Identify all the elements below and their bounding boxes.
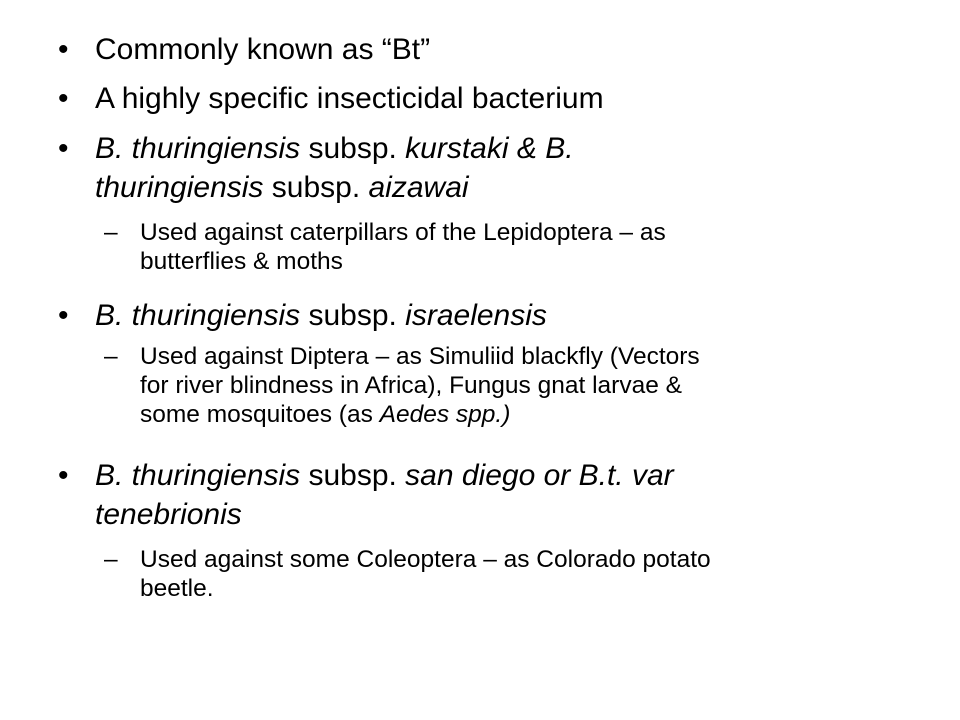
bullet-marker: • bbox=[58, 82, 69, 115]
dash-marker: – bbox=[104, 343, 118, 370]
sub-text-line-1: Used against some Coleoptera – as Colorado potato bbox=[140, 546, 711, 573]
sub-text-plain: some mosquitoes (as bbox=[140, 401, 380, 428]
bullet-text-line-2 bbox=[0, 168, 960, 207]
subsp-label: subsp. bbox=[300, 459, 406, 492]
genus-name: Aedes spp.) bbox=[379, 401, 511, 428]
subspecies-name: kurstaki & B. bbox=[405, 132, 574, 165]
bullet-marker: • bbox=[58, 299, 69, 332]
species-name: thuringiensis bbox=[95, 171, 264, 204]
bullet-text-line-2: tenebrionis bbox=[95, 498, 242, 531]
species-name: B. thuringiensis bbox=[95, 299, 301, 332]
sub-text-line-2: butterflies & moths bbox=[140, 248, 343, 275]
subsp-label: subsp. bbox=[263, 171, 369, 204]
bullet-text-line-1 bbox=[0, 456, 960, 495]
bullet-marker: • bbox=[58, 459, 69, 492]
bullet-text-line-1 bbox=[0, 129, 960, 168]
bullet-item-common-name bbox=[0, 30, 960, 69]
subspecies-name: san diego or B.t. var bbox=[405, 459, 674, 492]
sub-text-line-3 bbox=[0, 400, 960, 429]
subspecies-name: aizawai bbox=[368, 171, 469, 204]
sub-text-line-1: Used against caterpillars of the Lepidoptera – as bbox=[140, 219, 666, 246]
sub-item-diptera bbox=[0, 342, 960, 429]
subspecies-name: israelensis bbox=[405, 299, 547, 332]
bullet-text: Commonly known as “Bt” bbox=[95, 33, 431, 66]
sub-text-line-2: for river blindness in Africa), Fungus gnat larvae & bbox=[140, 372, 682, 399]
sub-item-lepidoptera bbox=[0, 218, 960, 276]
bullet-text-line-1 bbox=[0, 296, 960, 335]
bullet-text: A highly specific insecticidal bacterium bbox=[95, 82, 604, 115]
bullet-marker: • bbox=[58, 33, 69, 66]
sub-text-line-2: beetle. bbox=[140, 575, 214, 602]
species-name: B. thuringiensis bbox=[95, 459, 301, 492]
species-name: B. thuringiensis bbox=[95, 132, 301, 165]
bullet-item-kurstaki-aizawai bbox=[0, 129, 960, 207]
dash-marker: – bbox=[104, 546, 118, 573]
bullet-item-israelensis bbox=[0, 296, 960, 335]
bullet-item-san-diego bbox=[0, 456, 960, 534]
subsp-label: subsp. bbox=[300, 299, 406, 332]
subsp-label: subsp. bbox=[300, 132, 406, 165]
bullet-item-description bbox=[0, 79, 960, 118]
dash-marker: – bbox=[104, 219, 118, 246]
bullet-marker: • bbox=[58, 132, 69, 165]
sub-item-coleoptera bbox=[0, 545, 960, 603]
sub-text-line-1: Used against Diptera – as Simuliid blackfly (Vectors bbox=[140, 343, 700, 370]
